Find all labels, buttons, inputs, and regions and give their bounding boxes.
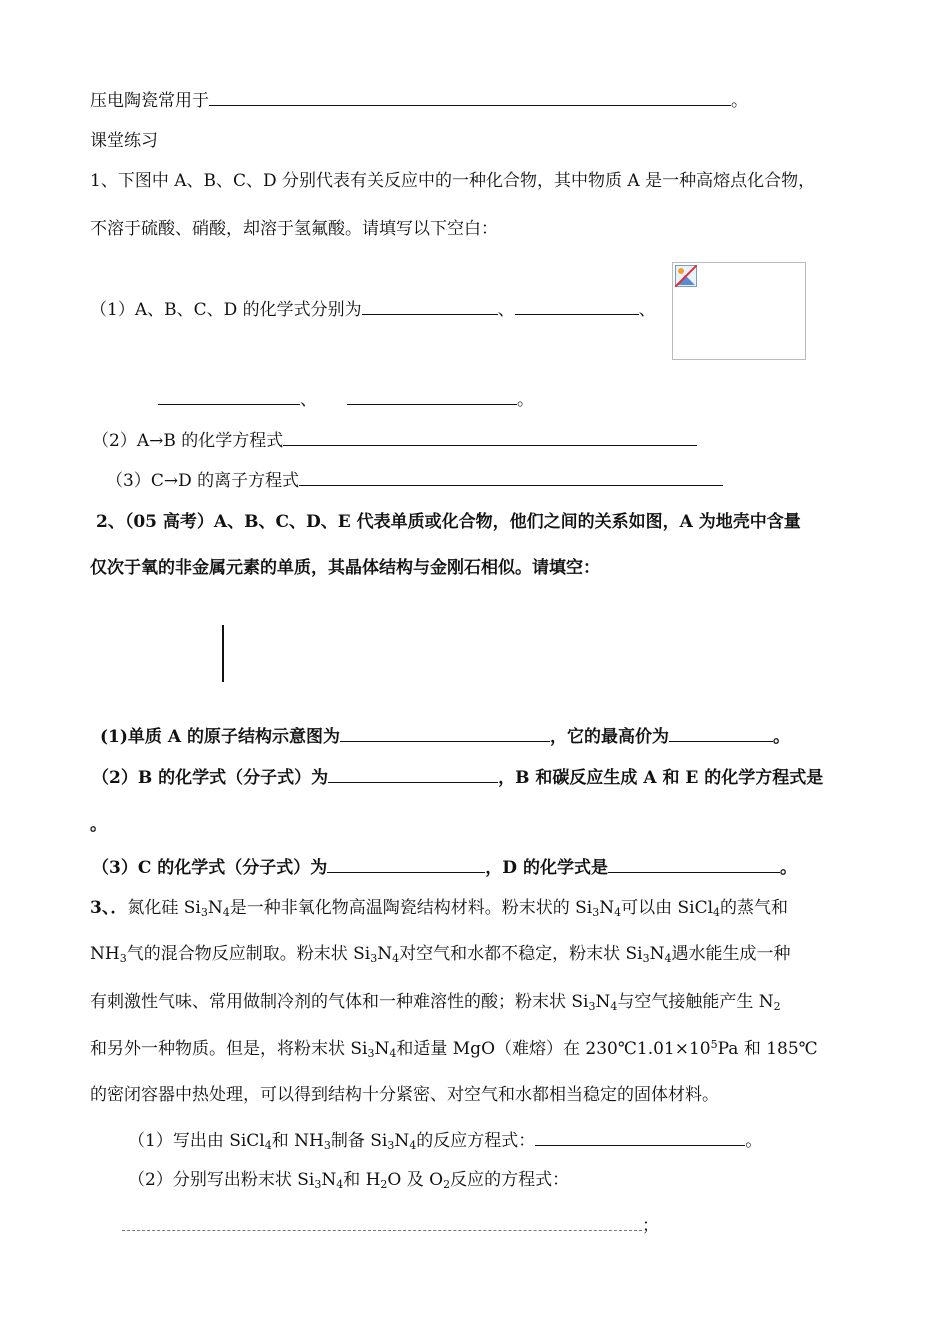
sub: 4 xyxy=(336,1178,344,1191)
text: 可以由 SiCl xyxy=(621,898,714,918)
sub: 3 xyxy=(642,952,650,965)
answer-blank-g[interactable] xyxy=(340,723,550,742)
text: 气的混合物反应制取。粉末状 Si xyxy=(126,944,371,964)
q3-line4 xyxy=(90,1037,818,1061)
sub: 3 xyxy=(592,906,600,919)
sub: 4 xyxy=(264,1139,272,1152)
text: N xyxy=(207,898,223,918)
answer-blank-m[interactable] xyxy=(122,1212,642,1231)
q2-part1 xyxy=(100,723,790,749)
q3-part2-answer xyxy=(122,1212,659,1238)
sep: 、 xyxy=(497,300,515,320)
answer-blank-d[interactable] xyxy=(347,386,517,405)
q2-part2-label: （2）B 的化学式（分子式）为 xyxy=(92,768,329,788)
text: 的蒸气和 xyxy=(720,898,789,918)
text: Pa 和 185℃ xyxy=(717,1039,818,1059)
section-title: 课堂练习 xyxy=(90,131,158,151)
answer-blank-e[interactable] xyxy=(283,427,697,446)
sub: 4 xyxy=(610,1000,618,1013)
text: NH xyxy=(90,944,120,964)
q1-part1-label: （1）A、B、C、D 的化学式分别为 xyxy=(90,300,362,320)
punct: 。 xyxy=(517,390,534,410)
sub: 3 xyxy=(314,1178,322,1191)
text: 对空气和水都不稳定，粉末状 Si xyxy=(399,944,643,964)
q3-number: 3、． xyxy=(90,898,128,918)
text: 和另外一种物质。但是，将粉末状 Si xyxy=(90,1039,368,1059)
q3-part2 xyxy=(128,1168,569,1192)
broken-image-icon xyxy=(675,265,697,287)
text: N xyxy=(599,898,615,918)
sub: 4 xyxy=(614,906,622,919)
sub: 4 xyxy=(664,952,672,965)
sub: 3 xyxy=(588,1000,596,1013)
answer-blank-h[interactable] xyxy=(669,723,773,742)
sub: 3 xyxy=(119,952,127,965)
q2-line1: 2、（05 高考）A、B、C、D、E 代表单质或化合物，他们之间的关系如图，A 为地壳中含量 xyxy=(96,512,801,532)
answer-blank-i[interactable] xyxy=(328,764,498,783)
text: （1）写出由 SiCl xyxy=(128,1131,265,1151)
punct: 。 xyxy=(731,91,748,111)
answer-blank-b[interactable] xyxy=(515,296,639,315)
sub: 2 xyxy=(773,1000,781,1013)
intro-line xyxy=(90,87,748,113)
punct: 。 xyxy=(745,1131,763,1151)
sup: 5 xyxy=(710,1038,718,1051)
q1-part3 xyxy=(106,467,723,493)
text: 制备 Si xyxy=(330,1131,388,1151)
sub: 3 xyxy=(370,952,378,965)
q3-line5: 的密闭容器中热处理，可以得到结构十分紧密、对空气和水都相当稳定的固体材料。 xyxy=(90,1085,719,1105)
text: 和适量 MgO（难熔）在 230℃1.01×10 xyxy=(396,1039,711,1059)
q3-line2 xyxy=(90,942,790,966)
sub: 3 xyxy=(200,906,208,919)
q3-line3 xyxy=(90,990,781,1014)
q2-part2 xyxy=(92,764,823,790)
diagram-line xyxy=(222,625,224,682)
text: 氮化硅 Si xyxy=(127,898,201,918)
text: 和 NH xyxy=(271,1131,324,1151)
punct: 。 xyxy=(772,727,790,747)
q1-part1 xyxy=(90,296,656,322)
text: 遇水能生成一种 xyxy=(671,944,791,964)
answer-blank-j[interactable] xyxy=(327,854,485,873)
sub: 2 xyxy=(380,1178,388,1191)
answer-blank-a[interactable] xyxy=(362,296,498,315)
intro-text: 压电陶瓷常用于 xyxy=(90,91,209,111)
text: 是一种非氧化物高温陶瓷结构材料。粉末状的 Si xyxy=(229,898,593,918)
answer-blank-f[interactable] xyxy=(299,467,723,486)
q2-part3-label: （3）C 的化学式（分子式）为 xyxy=(92,858,328,878)
q2-part2-end: 。 xyxy=(90,815,107,835)
sub: 3 xyxy=(387,1139,395,1152)
q2-part1-mid: ，它的最高价为 xyxy=(549,727,669,747)
q2-part1-label: (1)单质 A 的原子结构示意图为 xyxy=(100,727,340,747)
text: N xyxy=(595,992,611,1012)
text: N xyxy=(649,944,665,964)
text: N xyxy=(374,1039,390,1059)
text: O 及 O xyxy=(387,1170,444,1190)
q3-line1 xyxy=(90,896,788,920)
q3-part1 xyxy=(128,1127,762,1153)
sub: 4 xyxy=(713,906,721,919)
punct: ； xyxy=(642,1216,659,1236)
text: 和 H xyxy=(343,1170,381,1190)
sub: 4 xyxy=(409,1139,417,1152)
sub: 4 xyxy=(222,906,230,919)
sub: 3 xyxy=(323,1139,331,1152)
q1-part2-label: （2）A→B 的化学方程式 xyxy=(92,431,284,451)
answer-blank-k[interactable] xyxy=(608,854,780,873)
q1-part3-label: （3）C→D 的离子方程式 xyxy=(106,471,300,491)
sep: 、 xyxy=(300,390,317,410)
diagram-image-placeholder xyxy=(672,262,806,360)
text: （2）分别写出粉末状 Si xyxy=(128,1170,315,1190)
q1-part2 xyxy=(92,427,697,453)
q1-line1: 1、下图中 A、B、C、D 分别代表有关反应中的一种化合物，其中物质 A 是一种高熔点化合物， xyxy=(90,171,816,191)
sub: 2 xyxy=(443,1178,451,1191)
text: 的反应方程式： xyxy=(416,1131,536,1151)
text: N xyxy=(377,944,393,964)
q1-part1-cont xyxy=(158,386,534,412)
q1-line2: 不溶于硫酸、硝酸，却溶于氢氟酸。请填写以下空白： xyxy=(90,219,498,239)
text: 反应的方程式： xyxy=(450,1170,570,1190)
q2-line2: 仅次于氧的非金属元素的单质，其晶体结构与金刚石相似。请填空： xyxy=(90,558,600,578)
sub: 4 xyxy=(389,1047,397,1060)
answer-blank[interactable] xyxy=(209,87,731,106)
text: N xyxy=(321,1170,337,1190)
sub: 3 xyxy=(367,1047,375,1060)
text: N xyxy=(394,1131,410,1151)
answer-blank-c[interactable] xyxy=(158,386,300,405)
q2-part3 xyxy=(92,854,797,880)
sub: 4 xyxy=(392,952,400,965)
answer-blank-l[interactable] xyxy=(535,1127,745,1146)
q2-part3-mid: ，D 的化学式是 xyxy=(485,858,608,878)
sep: 、 xyxy=(638,300,656,320)
text: 与空气接触能产生 N xyxy=(617,992,774,1012)
text: 有刺激性气味、常用做制冷剂的气体和一种难溶性的酸；粉末状 Si xyxy=(90,992,589,1012)
q2-part2-mid: ，B 和碳反应生成 A 和 E 的化学方程式是 xyxy=(498,768,824,788)
punct: 。 xyxy=(779,858,797,878)
